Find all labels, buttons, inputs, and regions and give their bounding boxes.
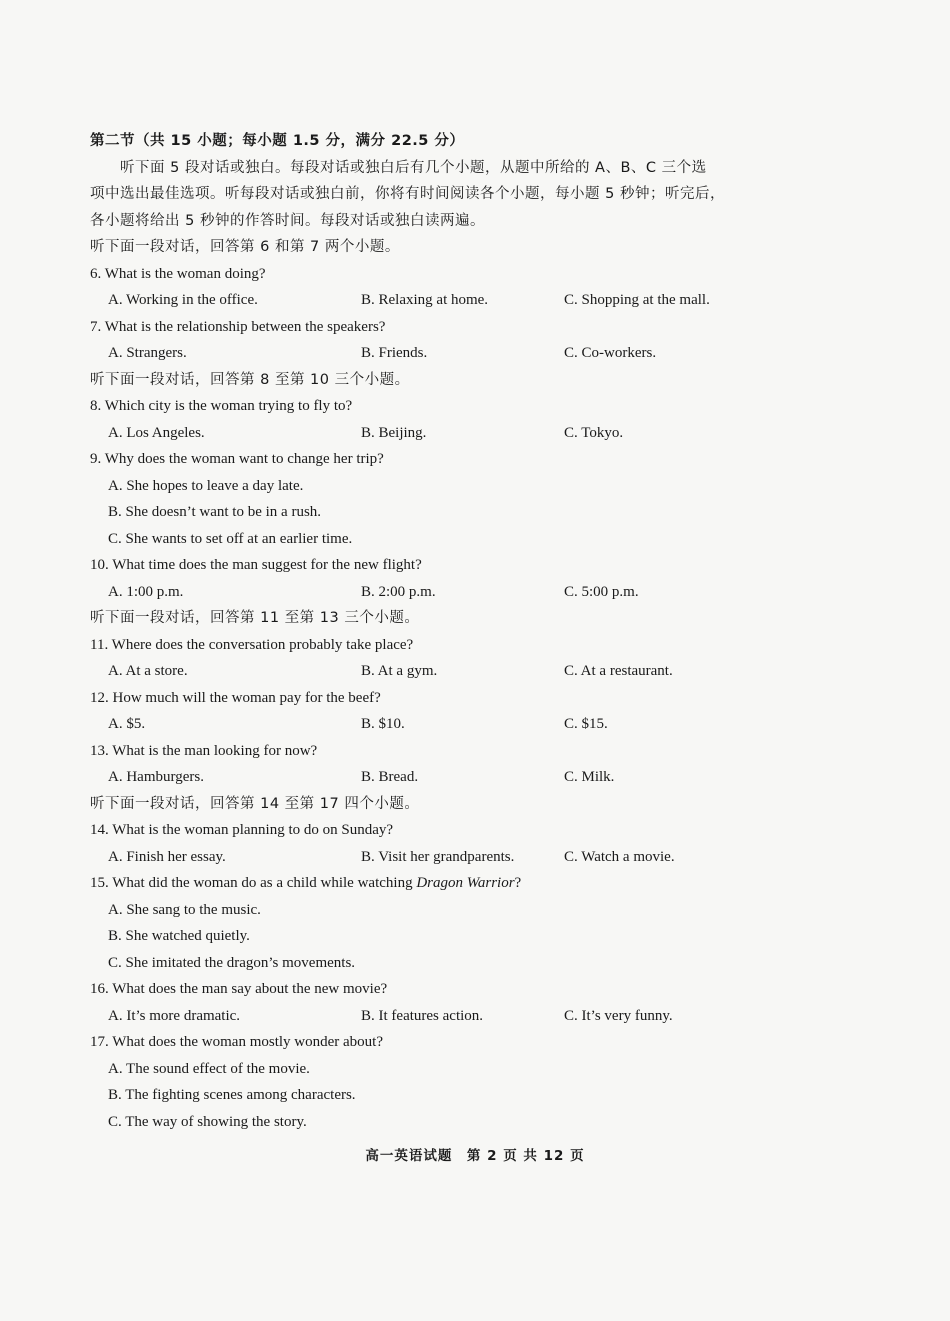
option-b[interactable]: B. It features action. <box>361 1007 484 1024</box>
question-stem: 9. Why does the woman want to change her trip? <box>90 451 384 467</box>
option-c[interactable]: C. At a restaurant. <box>564 663 673 679</box>
group-intro: 听下面一段对话，回答第 8 至第 10 三个小题。 <box>90 371 410 388</box>
option-b[interactable]: B. Beijing. <box>361 424 427 441</box>
option-a[interactable]: A. Finish her essay. <box>108 848 226 865</box>
option-a[interactable]: A. She hopes to leave a day late. <box>108 477 304 494</box>
instruction-line: 各小题将给出 5 秒钟的作答时间。每段对话或独白读两遍。 <box>90 212 485 229</box>
option-row <box>90 579 810 606</box>
question-stem: 16. What does the man say about the new movie? <box>90 981 388 997</box>
option-b[interactable]: B. She watched quietly. <box>108 928 250 944</box>
option-c[interactable]: C. Co-workers. <box>564 345 657 361</box>
option-a[interactable]: A. She sang to the music. <box>108 901 261 918</box>
option-c[interactable]: C. She imitated the dragon’s movements. <box>108 954 356 971</box>
option-b[interactable]: B. Friends. <box>361 345 428 361</box>
question-stem: 10. What time does the man suggest for the new flight? <box>90 557 422 573</box>
instruction-line: 项中选出最佳选项。听每段对话或独白前，你将有时间阅读各个小题，每小题 5 秒钟；听完后， <box>90 186 725 202</box>
option-row <box>90 658 810 685</box>
option-row <box>90 1003 810 1030</box>
option-a[interactable]: A. Working in the office. <box>108 292 258 308</box>
option-row <box>90 287 810 314</box>
option-row <box>90 420 810 447</box>
question-stem: 7. What is the relationship between the speakers? <box>90 318 386 335</box>
option-c[interactable]: C. She wants to set off at an earlier time. <box>108 530 353 547</box>
page-footer: 高一英语试题 第 2 页 共 12 页 <box>365 1148 585 1164</box>
question-stem: 8. Which city is the woman trying to fly to? <box>90 398 353 414</box>
option-b[interactable]: B. $10. <box>361 716 405 732</box>
option-a[interactable]: A. At a store. <box>108 663 188 679</box>
option-row <box>90 844 810 871</box>
option-c[interactable]: C. Tokyo. <box>564 424 624 441</box>
option-a[interactable]: A. The sound effect of the movie. <box>108 1060 310 1077</box>
group-intro: 听下面一段对话，回答第 6 和第 7 两个小题。 <box>90 239 400 255</box>
option-c[interactable]: C. Watch a movie. <box>564 848 675 865</box>
instruction-line: 听下面 5 段对话或独白。每段对话或独白后有几个小题，从题中所给的 A、B、C 三个选 <box>120 159 707 176</box>
question-stem: 12. How much will the woman pay for the beef? <box>90 689 381 706</box>
option-c[interactable]: C. Milk. <box>564 769 615 785</box>
option-b[interactable]: B. Visit her grandparents. <box>361 848 515 865</box>
option-b[interactable]: B. Relaxing at home. <box>361 292 489 308</box>
option-b[interactable]: B. At a gym. <box>361 663 438 679</box>
question-stem: 17. What does the woman mostly wonder about? <box>90 1034 383 1050</box>
option-a[interactable]: A. Hamburgers. <box>108 769 204 785</box>
option-a[interactable]: A. 1:00 p.m. <box>108 583 184 600</box>
option-c[interactable]: C. 5:00 p.m. <box>564 583 639 600</box>
question-mark: ? <box>514 875 522 891</box>
option-row <box>90 340 810 367</box>
option-a[interactable]: A. It’s more dramatic. <box>108 1007 241 1024</box>
option-c[interactable]: C. $15. <box>564 716 608 732</box>
question-stem <box>90 870 810 897</box>
question-stem: 14. What is the woman planning to do on Sunday? <box>90 822 394 838</box>
group-intro: 听下面一段对话，回答第 14 至第 17 四个小题。 <box>90 795 420 812</box>
question-stem: 13. What is the man looking for now? <box>90 742 318 759</box>
option-row <box>90 764 810 791</box>
option-a[interactable]: A. $5. <box>108 716 146 732</box>
option-c[interactable]: C. It’s very funny. <box>564 1007 673 1024</box>
listening-section <box>90 128 810 1135</box>
movie-title: Dragon Warrior <box>416 875 515 891</box>
option-a[interactable]: A. Los Angeles. <box>108 424 205 441</box>
option-b[interactable]: B. 2:00 p.m. <box>361 583 436 600</box>
group-intro: 听下面一段对话，回答第 11 至第 13 三个小题。 <box>90 610 420 626</box>
option-b[interactable]: B. She doesn’t want to be in a rush. <box>108 504 322 520</box>
question-stem-text: 15. What did the woman do as a child while watching <box>90 875 417 891</box>
option-row <box>90 711 810 738</box>
question-stem: 11. Where does the conversation probably take place? <box>90 636 414 653</box>
option-c[interactable]: C. The way of showing the story. <box>108 1113 307 1130</box>
option-b[interactable]: B. The fighting scenes among characters. <box>108 1087 356 1103</box>
option-a[interactable]: A. Strangers. <box>108 345 187 361</box>
question-stem: 6. What is the woman doing? <box>90 265 266 282</box>
section-title: 第二节（共 15 小题；每小题 1.5 分，满分 22.5 分） <box>90 133 465 149</box>
option-b[interactable]: B. Bread. <box>361 769 419 785</box>
option-c[interactable]: C. Shopping at the mall. <box>564 292 710 308</box>
